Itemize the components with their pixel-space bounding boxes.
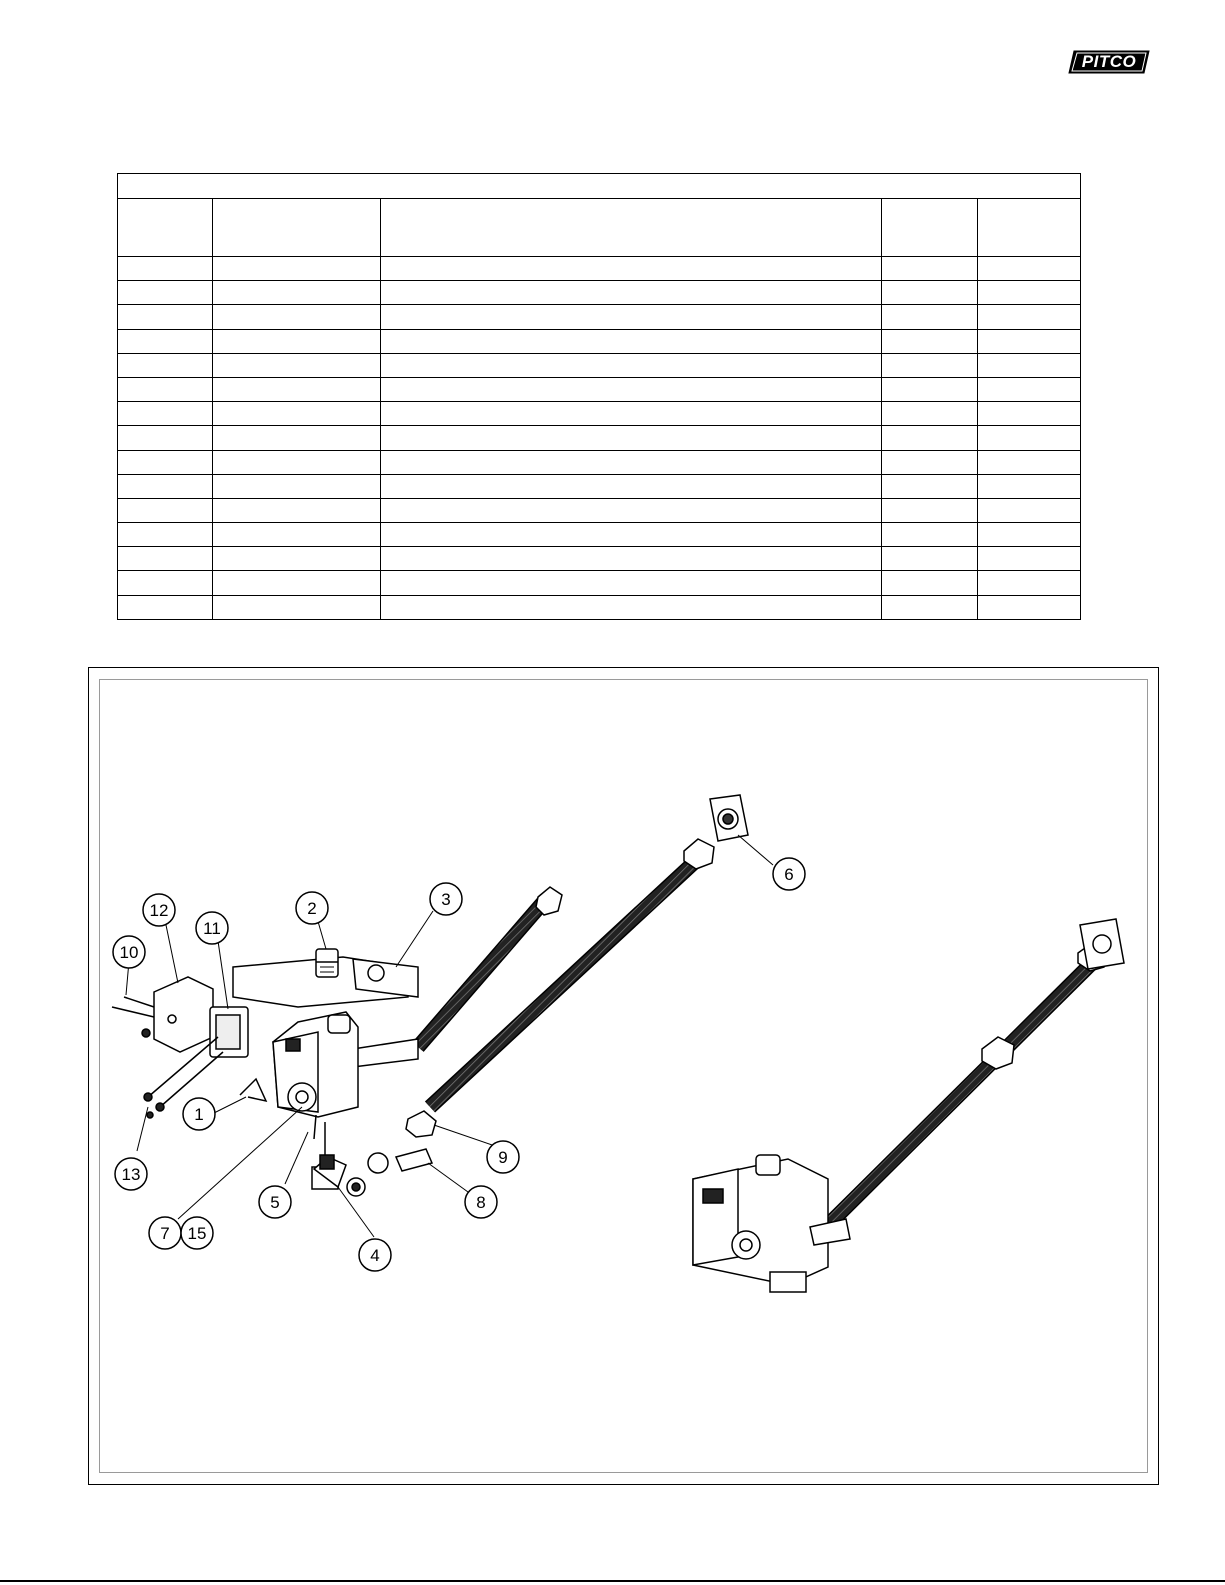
callout-12 <box>143 894 175 926</box>
table-cell <box>118 523 213 547</box>
part-10-screws <box>112 997 154 1037</box>
callout-label: 8 <box>476 1193 486 1212</box>
callout-8 <box>465 1186 497 1218</box>
table-cell <box>978 474 1081 498</box>
table-cell <box>978 523 1081 547</box>
table-row <box>118 377 1081 401</box>
callout-7 <box>149 1217 181 1249</box>
table-cell <box>978 353 1081 377</box>
table-cell <box>213 474 381 498</box>
table-row <box>118 426 1081 450</box>
part-9-nut <box>406 1111 436 1137</box>
table-cell <box>118 377 213 401</box>
callout-label: 7 <box>160 1224 170 1243</box>
table-row <box>118 571 1081 595</box>
table-cell <box>381 595 882 619</box>
callout-9 <box>487 1141 519 1173</box>
table-cell <box>213 498 381 522</box>
table-cell <box>118 402 213 426</box>
table-cell <box>118 281 213 305</box>
pitco-logo <box>1068 50 1150 74</box>
table-title-cell <box>118 174 1081 199</box>
callout-1 <box>183 1098 215 1130</box>
table-cell <box>213 547 381 571</box>
table-row <box>118 353 1081 377</box>
table-cell <box>213 377 381 401</box>
table-cell <box>978 595 1081 619</box>
table-cell <box>118 547 213 571</box>
table-cell <box>882 329 978 353</box>
header-description <box>381 199 882 257</box>
part-4-elbow <box>312 1122 346 1189</box>
exploded-parts-diagram <box>88 667 1159 1485</box>
table-cell <box>381 377 882 401</box>
table-cell <box>882 305 978 329</box>
table-cell <box>978 329 1081 353</box>
table-cell <box>118 595 213 619</box>
table-row <box>118 281 1081 305</box>
callout-3 <box>430 883 462 915</box>
part-11-ignitor <box>210 1007 248 1057</box>
callout-label: 10 <box>119 943 139 962</box>
table-cell <box>381 402 882 426</box>
table-row <box>118 402 1081 426</box>
logo-text: PITCO <box>1081 52 1137 71</box>
table-cell <box>882 547 978 571</box>
part-5-screw <box>314 1115 316 1139</box>
table-cell <box>978 426 1081 450</box>
table-cell <box>882 450 978 474</box>
table-cell <box>118 571 213 595</box>
header-extra <box>978 199 1081 257</box>
table-row <box>118 450 1081 474</box>
table-cell <box>381 498 882 522</box>
table-cell <box>978 281 1081 305</box>
callout-label: 1 <box>194 1105 204 1124</box>
table-cell <box>213 305 381 329</box>
parts-list-table <box>117 173 1081 620</box>
table-header-row <box>118 199 1081 257</box>
table-cell <box>213 281 381 305</box>
assembled-flange <box>1080 919 1124 969</box>
table-cell <box>978 450 1081 474</box>
table-cell <box>213 402 381 426</box>
table-title-row <box>118 174 1081 199</box>
table-cell <box>978 305 1081 329</box>
table-cell <box>381 305 882 329</box>
table-cell <box>882 353 978 377</box>
table-cell <box>882 402 978 426</box>
table-cell <box>118 474 213 498</box>
table-row <box>118 498 1081 522</box>
table-cell <box>381 523 882 547</box>
table-cell <box>381 426 882 450</box>
table-cell <box>381 281 882 305</box>
callout-label: 5 <box>270 1193 280 1212</box>
table-row <box>118 329 1081 353</box>
right-assembly <box>693 919 1124 1292</box>
left-assembly <box>112 795 748 1196</box>
assembled-valve <box>693 1155 850 1292</box>
callout-10 <box>113 936 145 968</box>
table-cell <box>213 523 381 547</box>
table-cell <box>213 571 381 595</box>
table-cell <box>978 547 1081 571</box>
table-cell <box>882 426 978 450</box>
table-cell <box>978 402 1081 426</box>
callout-13 <box>115 1158 147 1190</box>
table-cell <box>882 377 978 401</box>
table-row <box>118 595 1081 619</box>
table-cell <box>118 329 213 353</box>
table-cell <box>213 329 381 353</box>
header-part-number <box>213 199 381 257</box>
callout-label: 15 <box>187 1224 207 1243</box>
table-cell <box>978 571 1081 595</box>
table-cell <box>882 474 978 498</box>
callout-label: 4 <box>370 1246 380 1265</box>
callout-label: 12 <box>149 901 169 920</box>
table-cell <box>213 353 381 377</box>
callout-2 <box>296 892 328 924</box>
table-cell <box>882 571 978 595</box>
table-cell <box>381 474 882 498</box>
part-2-fitting <box>316 949 338 977</box>
callout-5 <box>259 1186 291 1218</box>
table-row <box>118 523 1081 547</box>
table-cell <box>213 257 381 281</box>
table-cell <box>213 595 381 619</box>
callout-15 <box>181 1217 213 1249</box>
callout-11 <box>196 912 228 944</box>
table-cell <box>381 353 882 377</box>
table-cell <box>118 305 213 329</box>
part-12-cover <box>154 977 213 1052</box>
part-8-fitting <box>347 1149 432 1196</box>
table-cell <box>118 426 213 450</box>
table-cell <box>118 450 213 474</box>
table-body <box>118 257 1081 620</box>
header-qty <box>882 199 978 257</box>
callout-6 <box>773 858 805 890</box>
callout-label: 6 <box>784 865 794 884</box>
table-cell <box>978 257 1081 281</box>
table-cell <box>381 571 882 595</box>
table-row <box>118 474 1081 498</box>
gas-valve-body <box>273 1012 358 1117</box>
table-cell <box>118 353 213 377</box>
header-item <box>118 199 213 257</box>
table-cell <box>882 595 978 619</box>
callout-label: 3 <box>441 890 451 909</box>
table-cell <box>882 281 978 305</box>
table-cell <box>978 498 1081 522</box>
callout-label: 11 <box>203 919 221 938</box>
table-row <box>118 547 1081 571</box>
table-cell <box>381 547 882 571</box>
table-cell <box>213 450 381 474</box>
callout-label: 13 <box>121 1165 141 1184</box>
table-cell <box>213 426 381 450</box>
callout-4 <box>359 1239 391 1271</box>
callout-label: 2 <box>307 899 317 918</box>
table-cell <box>882 257 978 281</box>
table-cell <box>381 257 882 281</box>
table-row <box>118 305 1081 329</box>
bottom-rule <box>0 1580 1225 1582</box>
table-cell <box>118 498 213 522</box>
assembled-hose <box>826 943 1106 1227</box>
table-cell <box>882 523 978 547</box>
table-cell <box>978 377 1081 401</box>
part-6-flange <box>710 795 748 841</box>
table-cell <box>381 329 882 353</box>
table-cell <box>381 450 882 474</box>
table-cell <box>882 498 978 522</box>
callout-label: 9 <box>498 1148 508 1167</box>
table-cell <box>118 257 213 281</box>
table-row <box>118 257 1081 281</box>
